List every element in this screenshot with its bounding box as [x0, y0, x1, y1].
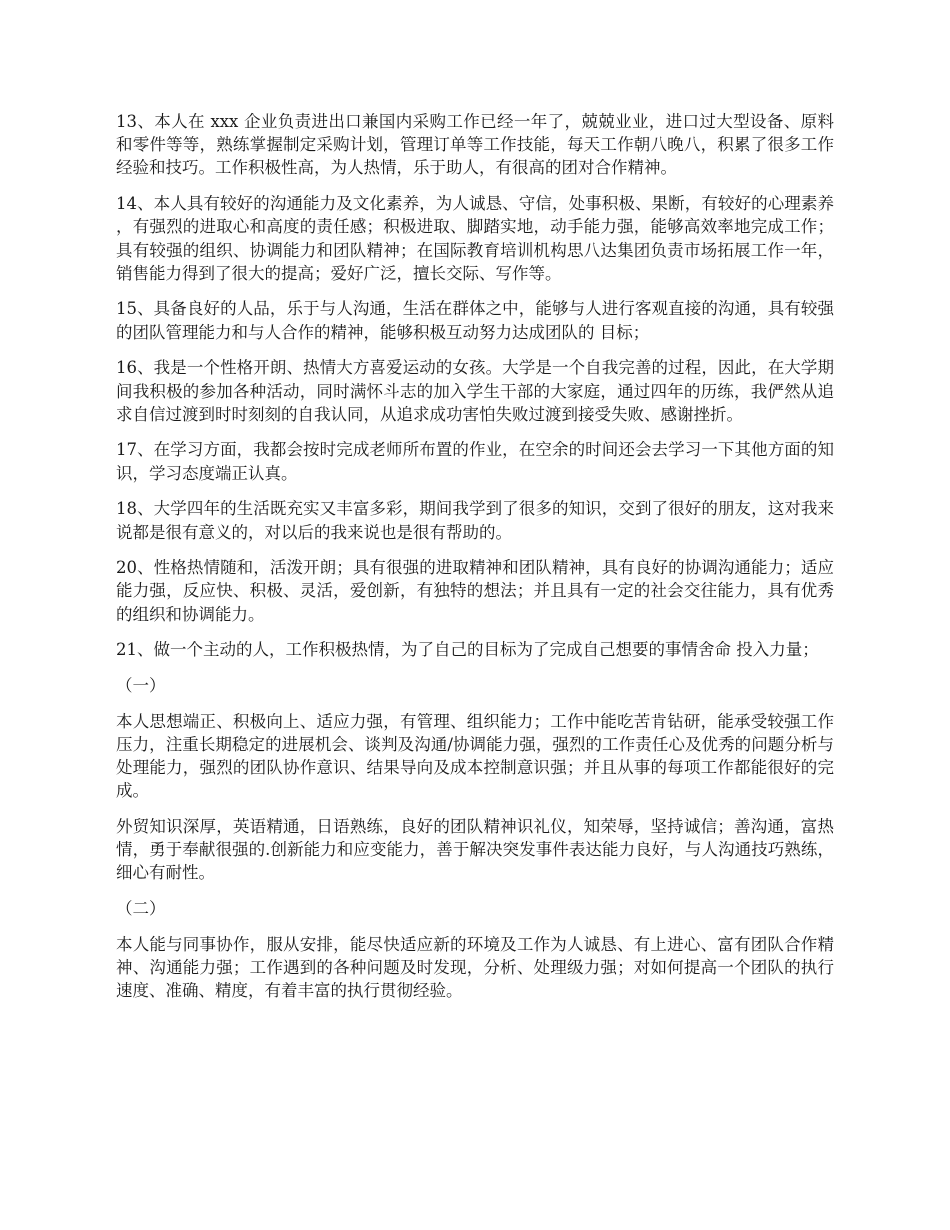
paragraph-15: 15、具备良好的人品，乐于与人沟通，生活在群体之中，能够与人进行客观直接的沟通，具有较强的团队管理能力和与人合作的精神，能够积极互动努力达成团队的 目标；: [116, 299, 834, 342]
section-heading-2: （二）: [116, 899, 166, 919]
section1-paragraph: 外贸知识深厚，英语精通，日语熟练，良好的团队精神识礼仪，知荣辱，坚持诚信；善沟通，富热情，勇于奉献很强的.创新能力和应变能力，善于解决突发事件表达能力良好，与人沟通技巧熟练，细心有耐性。: [116, 817, 834, 883]
paragraph-20: 20、性格热情随和，活泼开朗；具有很强的进取精神和团队精神，具有良好的协调沟通能力；适应能力强，反应快、积极、灵活，爱创新，有独特的想法；并且具有一定的社会交往能力，具有优秀的组织和协调能力。: [116, 558, 834, 624]
paragraph-17: 17、在学习方面，我都会按时完成老师所布置的作业，在空余的时间还会去学习一下其他方面的知识，学习态度端正认真。: [116, 440, 834, 483]
paragraph-21: 21、做一个主动的人，工作积极热情，为了自己的目标为了完成自己想要的事情舍命 投入力量；: [116, 640, 819, 660]
paragraph-13: 13、本人在 xxx 企业负责进出口兼国内采购工作已经一年了，兢兢业业，进口过大型设备、原料和零件等等，熟练掌握制定采购计划，管理订单等工作技能，每天工作朝八晚八，积累了很多工作经验和技巧。工作积极性高，为人热情，乐于助人，有很高的团对合作精神。: [116, 112, 834, 178]
section-heading-1: （一）: [116, 676, 166, 696]
section2-paragraph: 本人能与同事协作，服从安排，能尽快适应新的环境及工作为人诚恳、有上进心、富有团队合作精神、沟通能力强；工作遇到的各种问题及时发现，分析、处理级力强；对如何提高一个团队的执行速度、准确、精度，有着丰富的执行贯彻经验。: [116, 934, 834, 1001]
paragraph-14: 14、本人具有较好的沟通能力及文化素养，为人诚恳、守信，处事积极、果断，有较好的心理素养，有强烈的进取心和高度的责任感；积极进取、脚踏实地，动手能力强，能够高效率地完成工作；具有较强的组织、协调能力和团队精神；在国际教育培训机构思八达集团负责市场拓展工作一年，销售能力得到了很大的提高；爱好广泛，擅长交际、写作等。: [116, 194, 834, 283]
paragraph-18: 18、大学四年的生活既充实又丰富多彩，期间我学到了很多的知识，交到了很好的朋友，这对我来说都是很有意义的，对以后的我来说也是很有帮助的。: [116, 499, 834, 542]
paragraph-16: 16、我是一个性格开朗、热情大方喜爱运动的女孩。大学是一个自我完善的过程，因此，在大学期间我积极的参加各种活动，同时满怀斗志的加入学生干部的大家庭，通过四年的历练，我俨然从追求自信过渡到时时刻刻的自我认同，从追求成功害怕失败过渡到接受失败、感谢挫折。: [116, 358, 834, 424]
section1-paragraph: 本人思想端正、积极向上、适应力强，有管理、组织能力；工作中能吃苦肯钻研，能承受较强工作压力，注重长期稳定的进展机会、谈判及沟通/协调能力强，强烈的工作责任心及优秀的问题分析与处理能力，强烈的团队协作意识、结果导向及成本控制意识强；并且从事的每项工作都能很好的完成。: [116, 711, 834, 801]
